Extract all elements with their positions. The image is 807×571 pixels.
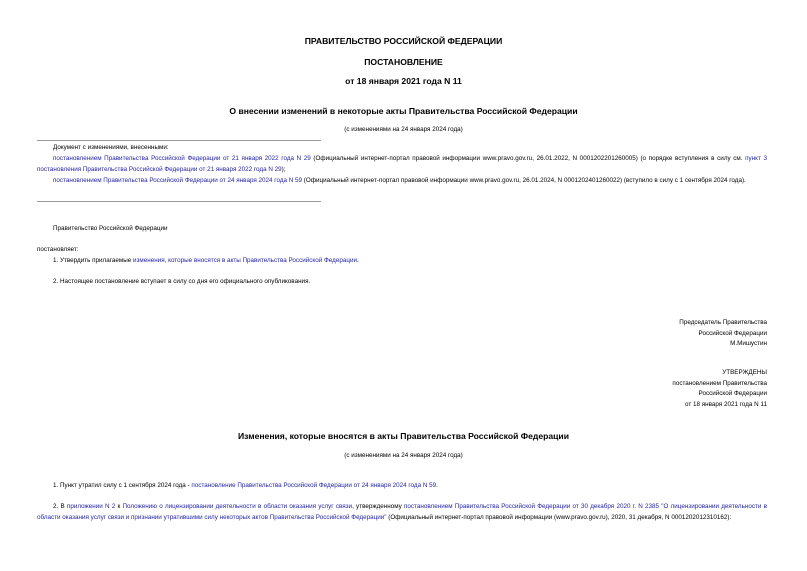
divider-top [37, 140, 321, 141]
changes-intro: Документ с изменениями, внесенными: [53, 144, 169, 151]
signature-line-1: Председатель Правительства [679, 319, 767, 326]
gov-line: Правительство Российской Федерации [53, 225, 168, 232]
annex-item-2-mid-2: , утвержденному [352, 503, 404, 510]
signature-block [467, 318, 767, 350]
annex-item-1-pre: 1. Пункт утратил силу с 1 сентября 2024 года - [53, 482, 192, 489]
annex-item-2-link-appendix[interactable]: приложении N 2 [66, 503, 116, 510]
annex-item-2-pre: 2. В [53, 503, 67, 510]
annex-revision-note: (с изменениями на 24 января 2024 года) [344, 452, 463, 459]
changes-item-1-end: ); [281, 165, 286, 173]
annex-item-1 [53, 481, 767, 492]
annex-item-2-end: (Официальный интернет-портал правовой информации (www.pravo.gov.ru), 2020, 31 декабря, N 0001202012310162): [386, 513, 732, 521]
annex-item-2-link-resolution[interactable]: постановлением Правительства Российской Федерации от 30 декабря 2020 г. N 2385 "О лицензировании деятельности в области оказания услуг связи и признании утратившими силу некоторых актов Правительства Российской Федерации" [37, 503, 767, 521]
approved-line-4: от 18 января 2021 года N 11 [684, 400, 767, 408]
changes-item-1-link2[interactable]: пункт 3 постановления Правительства Российской Федерации от 21 января 2022 года N 29 [37, 155, 767, 173]
changes-item-1-link[interactable]: постановлением Правительства Российской Федерации от 21 января 2022 года N 29 [53, 155, 311, 162]
signature-line-3: М.Мишустин [730, 340, 767, 347]
annex-item-2-link-regulation[interactable]: Положению о лицензировании деятельности в области оказания услуг связи [122, 503, 353, 510]
approved-line-2: постановлением Правительства [672, 379, 767, 387]
approved-line-1: УТВЕРЖДЕНЫ [722, 369, 767, 376]
document-title: О внесении изменений в некоторые акты Правительства Российской Федерации [229, 106, 578, 116]
changes-item-2-link[interactable]: постановлением Правительства Российской Федерации от 24 января 2024 года N 59 [53, 177, 303, 184]
changes-item-2 [37, 176, 767, 187]
approved-line-3: Российской Федерации [698, 390, 767, 397]
resolution-item-1-pre: 1. Утвердить прилагаемые [53, 257, 133, 264]
approved-block [467, 368, 767, 410]
divider-bottom [37, 201, 321, 202]
resolution-item-1-end: . [356, 257, 359, 264]
date-number-heading: от 18 января 2021 года N 11 [345, 76, 462, 86]
resolution-item-1 [53, 256, 767, 267]
changes-item-2-text: (Официальный интернет-портал правовой информации www.pravo.gov.ru, 26.01.2024, N 0001202401260022) (вступило в силу с 1 сентября 2024 года). [302, 177, 746, 184]
changes-item-1-text: (Официальный интернет-портал правовой информации www.pravo.gov.ru, 26.01.2022, N 0001202201260005) (о порядке вступления в силу см. [310, 155, 743, 162]
org-heading: ПРАВИТЕЛЬСТВО РОССИЙСКОЙ ФЕДЕРАЦИИ [304, 36, 503, 46]
revision-note: (с изменениями на 24 января 2024 года) [344, 126, 463, 133]
changes-item-1 [37, 154, 767, 175]
annex-item-1-link[interactable]: постановление Правительства Российской Федерации от 24 января 2024 года N 59 [191, 482, 437, 489]
doc-type-heading: ПОСТАНОВЛЕНИЕ [364, 57, 443, 67]
resolution-item-2: 2. Настоящее постановление вступает в силу со дня его официального опубликования. [53, 278, 311, 285]
annex-item-2-mid-1: к [115, 503, 123, 510]
annex-item-2 [37, 502, 767, 523]
annex-item-1-end: . [436, 482, 438, 489]
signature-line-2: Российской Федерации [698, 329, 767, 337]
resolves-line: постановляет: [37, 246, 79, 253]
annex-title: Изменения, которые вносятся в акты Правительства Российской Федерации [237, 431, 569, 441]
resolution-item-1-link[interactable]: изменения, которые вносятся в акты Правительства Российской Федерации [133, 257, 357, 264]
